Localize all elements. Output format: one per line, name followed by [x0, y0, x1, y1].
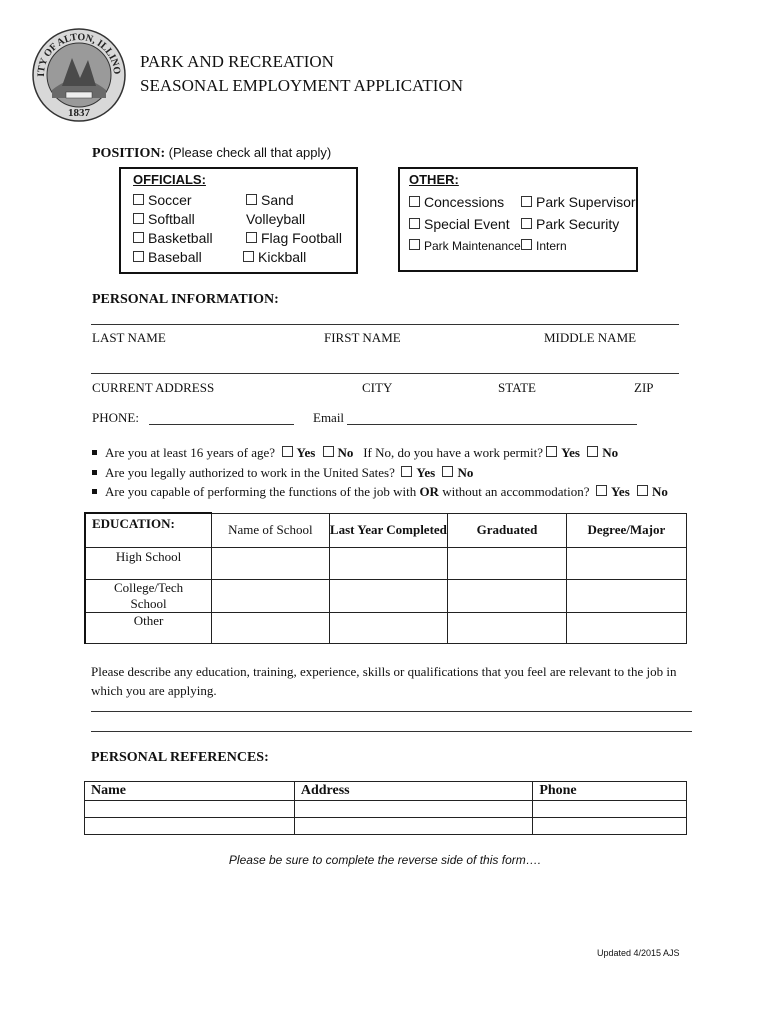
table-cell[interactable]	[566, 547, 686, 579]
checkbox-icon[interactable]	[246, 232, 257, 243]
table-cell[interactable]	[85, 801, 295, 818]
form-title	[140, 50, 463, 98]
checkbox-icon[interactable]	[246, 194, 257, 205]
checkbox-basketball[interactable]: Basketball	[133, 229, 213, 248]
first-name-label: FIRST NAME	[324, 330, 401, 345]
officials-col-1	[133, 191, 213, 267]
checkbox-icon[interactable]	[133, 213, 144, 224]
reverse-side-note: Please be sure to complete the reverse side of this form….	[228, 853, 542, 867]
checkbox-park-security[interactable]: Park Security	[521, 213, 636, 235]
position-label: POSITION:	[92, 146, 166, 161]
checkbox-icon[interactable]	[409, 196, 420, 207]
address-label: CURRENT ADDRESS	[92, 380, 215, 395]
checkbox-sand-volleyball[interactable]: Sand Volleyball	[246, 192, 306, 227]
email-field[interactable]	[347, 424, 637, 425]
other-heading: OTHER:	[409, 172, 459, 187]
table-cell[interactable]	[294, 818, 532, 835]
table-cell[interactable]	[329, 612, 448, 643]
table-cell[interactable]	[212, 547, 330, 579]
seal-year: 1837	[68, 107, 90, 119]
row-label-college: College/Tech School	[85, 579, 212, 612]
table-cell[interactable]	[329, 579, 448, 612]
checkbox-icon[interactable]	[133, 194, 144, 205]
zip-label: ZIP	[634, 380, 654, 395]
other-col-1	[409, 191, 521, 257]
checkbox-park-supervisor[interactable]: Park Supervisor	[521, 191, 636, 213]
email-label: Email	[313, 410, 345, 425]
checkbox-flag-football[interactable]: Flag Football	[246, 229, 356, 248]
middle-name-label: MIDDLE NAME	[544, 330, 637, 345]
checkbox-special-event[interactable]: Special Event	[409, 213, 521, 235]
checkbox-icon[interactable]	[323, 446, 334, 457]
bullet-icon	[92, 489, 97, 494]
table-row	[85, 579, 687, 612]
col-degree: Degree/Major	[566, 513, 686, 547]
checkbox-icon[interactable]	[587, 446, 598, 457]
other-box	[398, 167, 638, 272]
checkbox-icon[interactable]	[409, 239, 420, 250]
city-seal	[32, 28, 126, 122]
other-col-2	[521, 191, 636, 257]
table-cell[interactable]	[533, 818, 687, 835]
education-header-row	[85, 513, 687, 547]
col-last-year: Last Year Completed	[329, 513, 448, 547]
qualifications-line-2[interactable]	[91, 731, 692, 732]
last-name-label: LAST NAME	[92, 330, 166, 345]
table-row	[85, 547, 687, 579]
qualifications-prompt: Please describe any education, training, experience, skills or qualifications that you feel are relevant to the job in which you are applying.	[91, 664, 677, 698]
checkbox-concessions[interactable]: Concessions	[409, 191, 521, 213]
bullet-icon	[92, 450, 97, 455]
row-label-other: Other	[85, 612, 212, 643]
checkbox-icon[interactable]	[409, 218, 420, 229]
references-table	[84, 781, 687, 835]
col-ref-address: Address	[294, 782, 532, 801]
phone-field[interactable]	[149, 424, 294, 425]
updated-note: Updated 4/2015 AJS	[597, 948, 680, 958]
table-cell[interactable]	[212, 612, 330, 643]
checkbox-icon[interactable]	[243, 251, 254, 262]
checkbox-icon[interactable]	[521, 218, 532, 229]
checkbox-soccer[interactable]: Soccer	[133, 191, 213, 210]
row-label-high-school: High School	[85, 547, 212, 579]
table-cell[interactable]	[294, 801, 532, 818]
references-header-row	[85, 782, 687, 801]
table-row	[85, 612, 687, 643]
references-heading: PERSONAL REFERENCES:	[91, 750, 269, 765]
title-line-2: SEASONAL EMPLOYMENT APPLICATION	[140, 76, 464, 95]
checkbox-softball[interactable]: Softball	[133, 210, 213, 229]
personal-info-heading: PERSONAL INFORMATION:	[92, 292, 279, 307]
checkbox-icon[interactable]	[596, 485, 607, 496]
checkbox-icon[interactable]	[133, 232, 144, 243]
table-cell[interactable]	[85, 818, 295, 835]
table-cell[interactable]	[533, 801, 687, 818]
education-heading: EDUCATION:	[85, 513, 212, 547]
col-graduated: Graduated	[448, 513, 567, 547]
col-name-of-school: Name of School	[212, 513, 330, 547]
checkbox-icon[interactable]	[401, 466, 412, 477]
qualifications-line-1[interactable]	[91, 711, 692, 712]
table-cell[interactable]	[212, 579, 330, 612]
table-cell[interactable]	[566, 612, 686, 643]
checkbox-icon[interactable]	[637, 485, 648, 496]
officials-heading: OFFICIALS:	[133, 172, 206, 187]
title-line-1: PARK AND RECREATION	[140, 52, 334, 71]
checkbox-kickball[interactable]: Kickball	[243, 248, 356, 267]
city-label: CITY	[362, 380, 393, 395]
phone-label: PHONE:	[92, 410, 139, 425]
address-line[interactable]	[91, 373, 679, 374]
col-ref-phone: Phone	[533, 782, 687, 801]
checkbox-park-maintenance[interactable]: Park Maintenance	[409, 235, 521, 257]
checkbox-icon[interactable]	[521, 239, 532, 250]
checkbox-intern[interactable]: Intern	[521, 235, 636, 257]
position-heading	[92, 145, 331, 162]
position-instruction: (Please check all that apply)	[168, 145, 332, 160]
question-capable: Are you capable of performing the functions of the job with OR without an accommodation? Yes No	[92, 482, 668, 502]
table-row	[85, 818, 687, 835]
checkbox-baseball[interactable]: Baseball	[133, 248, 213, 267]
question-authorized: Are you legally authorized to work in the United Sates? Yes No	[92, 463, 668, 483]
checkbox-icon[interactable]	[521, 196, 532, 207]
table-cell[interactable]	[329, 547, 448, 579]
bullet-icon	[92, 470, 97, 475]
table-cell[interactable]	[448, 547, 567, 579]
col-ref-name: Name	[85, 782, 295, 801]
checkbox-icon[interactable]	[442, 466, 453, 477]
checkbox-icon[interactable]	[133, 251, 144, 262]
eligibility-questions	[92, 443, 668, 502]
seal-top-text: ITY OF ALTON, ILLINO	[35, 31, 123, 77]
officials-col-2	[246, 191, 356, 267]
table-cell[interactable]	[566, 579, 686, 612]
table-cell[interactable]	[448, 579, 567, 612]
education-table	[84, 512, 687, 644]
table-row	[85, 801, 687, 818]
officials-box	[119, 167, 358, 274]
state-label: STATE	[498, 380, 536, 395]
question-age: Are you at least 16 years of age? Yes No If No, do you have a work permit? Yes No	[92, 443, 668, 463]
name-line[interactable]	[91, 324, 679, 325]
checkbox-icon[interactable]	[546, 446, 557, 457]
checkbox-icon[interactable]	[282, 446, 293, 457]
table-cell[interactable]	[448, 612, 567, 643]
